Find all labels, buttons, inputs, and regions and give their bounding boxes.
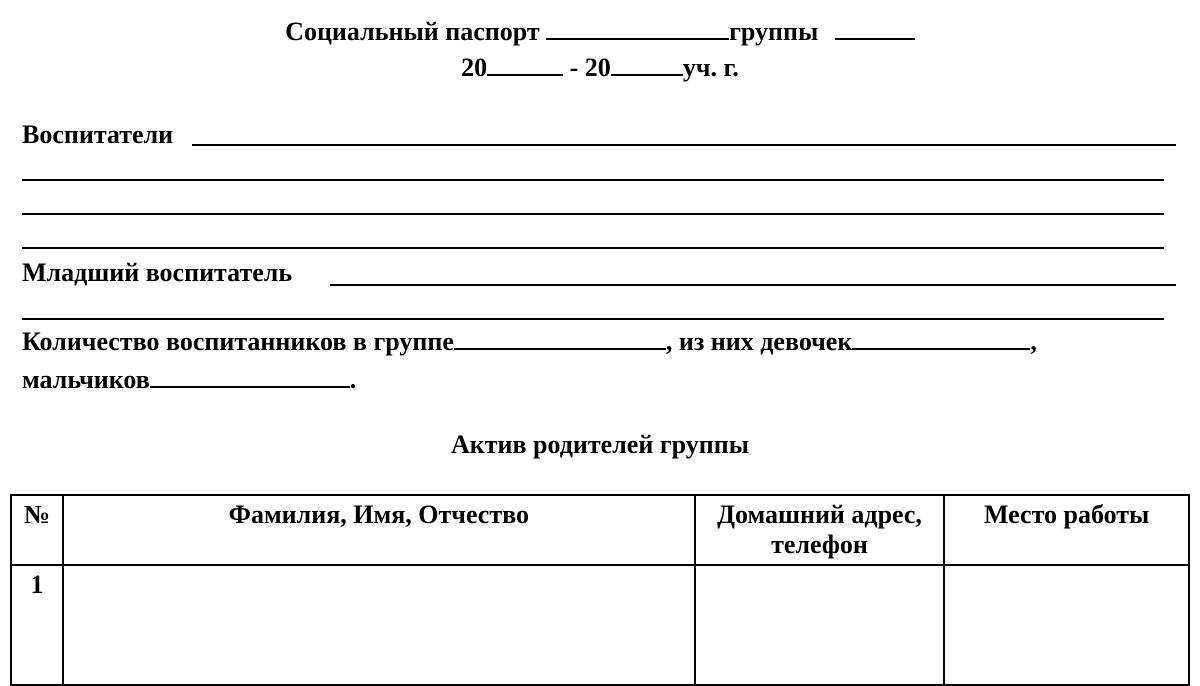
junior-educator-line-2[interactable] — [22, 317, 1164, 320]
year-end-prefix: - 20 — [569, 53, 611, 82]
table-header-row — [11, 495, 1189, 565]
junior-educator-label: Младший воспитатель — [22, 258, 293, 287]
row-number-cell: 1 — [11, 565, 63, 685]
title-text: Социальный паспорт — [285, 17, 540, 46]
educators-line-1[interactable] — [192, 143, 1176, 146]
girls-comma: , — [1030, 327, 1037, 356]
title-group-word: группы — [729, 17, 819, 46]
pupils-count-label: Количество воспитанников в группе — [22, 327, 454, 356]
column-header-number: № — [11, 495, 63, 565]
table-row — [11, 565, 1189, 685]
year-suffix: уч. г. — [682, 53, 739, 82]
girls-label: , из них девочек — [665, 327, 853, 356]
educators-label: Воспитатели — [22, 120, 174, 149]
parents-table — [10, 494, 1190, 686]
address-phone-cell[interactable] — [695, 565, 945, 685]
junior-educator-line-1[interactable] — [330, 283, 1176, 286]
group-number-blank[interactable] — [835, 16, 915, 40]
column-header-address-phone: Домашний адрес, телефон — [695, 495, 945, 565]
workplace-cell[interactable] — [944, 565, 1189, 685]
academic-year — [0, 52, 1200, 83]
girls-count-blank[interactable] — [852, 326, 1030, 350]
boys-period: . — [349, 365, 357, 394]
educators-line-3[interactable] — [22, 212, 1164, 215]
pupils-count-row — [22, 326, 1037, 357]
group-name-blank[interactable] — [546, 16, 729, 40]
pupils-count-blank[interactable] — [454, 326, 666, 350]
boys-count-row — [22, 364, 356, 395]
page-title — [0, 16, 1200, 47]
year-start-prefix: 20 — [461, 53, 488, 82]
full-name-cell[interactable] — [63, 565, 695, 685]
column-header-workplace: Место работы — [944, 495, 1189, 565]
column-header-full-name: Фамилия, Имя, Отчество — [63, 495, 695, 565]
parents-heading: Актив родителей группы — [451, 430, 749, 459]
year-start-blank[interactable] — [487, 52, 563, 76]
year-end-blank[interactable] — [611, 52, 683, 76]
educators-line-2[interactable] — [22, 178, 1164, 181]
boys-count-blank[interactable] — [150, 364, 350, 388]
educators-line-4[interactable] — [22, 246, 1164, 249]
boys-label: мальчиков — [22, 365, 150, 394]
